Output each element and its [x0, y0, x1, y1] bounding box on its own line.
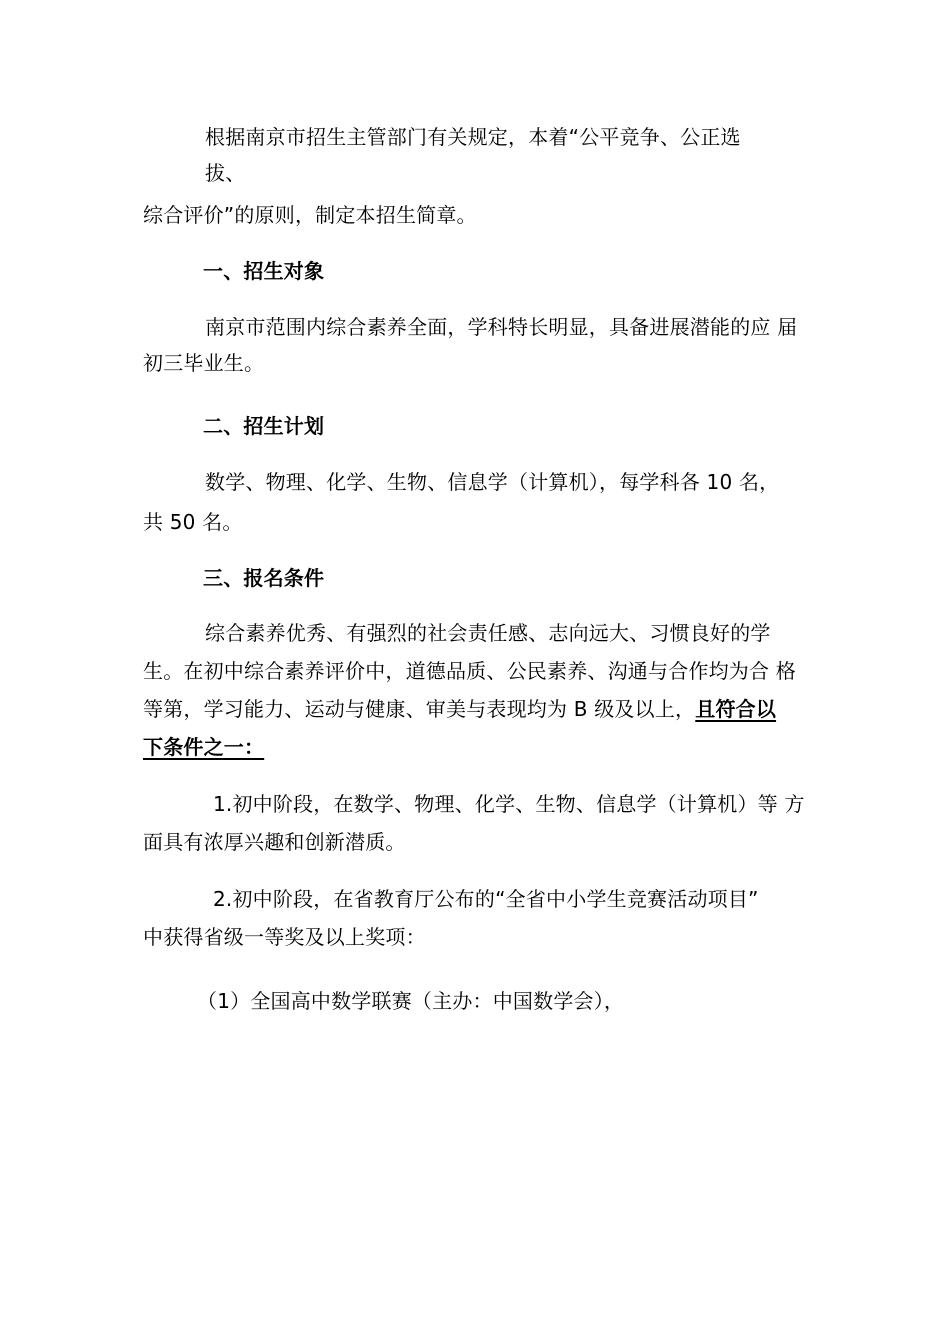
intro-line-3: 综合评价”的原则，制定本招生简章。 [143, 203, 477, 227]
intro-line-1: 根据南京市招生主管部门有关规定，本着“公平竞争、公正选 [205, 125, 741, 149]
section-1-line-2: 初三毕业生。 [143, 351, 265, 375]
section-2-line-1: 数学、物理、化学、生物、信息学（计算机），每学科各 10 名， [205, 470, 780, 494]
competition-item-1: （1）全国高中数学联赛（主办：中国数学会）， [197, 989, 625, 1013]
section-2-line-2: 共 50 名。 [143, 510, 243, 534]
section-1-heading: 一、招生对象 [203, 259, 325, 283]
section-1-line-1: 南京市范围内综合素养全面，学科特长明显，具备进展潜能的应 届 [205, 315, 798, 339]
section-3-line-1: 综合素养优秀、有强烈的社会责任感、志向远大、习惯良好的学 [205, 621, 771, 645]
condition-2-line-2: 中获得省级一等奖及以上奖项： [143, 925, 426, 949]
section-3-heading: 三、报名条件 [203, 566, 325, 590]
condition-2-line-1: 2.初中阶段，在省教育厅公布的“全省中小学生竞赛活动项目” [213, 887, 759, 911]
intro-line-2: 拔、 [205, 161, 246, 185]
condition-1-line-1: 1.初中阶段，在数学、物理、化学、生物、信息学（计算机）等 方 [213, 792, 805, 816]
section-2-heading: 二、招生计划 [203, 414, 325, 438]
section-3-line-3-emphasis: 且符合以 [695, 697, 777, 721]
section-3-line-3-plain: 等第，学习能力、运动与健康、审美与表现均为 B 级及以上， [143, 697, 696, 721]
section-3-line-3 [143, 695, 776, 723]
condition-1-line-2: 面具有浓厚兴趣和创新潜质。 [143, 830, 406, 854]
section-3-line-4-emphasis: 下条件之一： [143, 735, 265, 759]
section-3-line-2: 生。在初中综合素养评价中，道德品质、公民素养、沟通与合作均为合 格 [143, 659, 796, 683]
